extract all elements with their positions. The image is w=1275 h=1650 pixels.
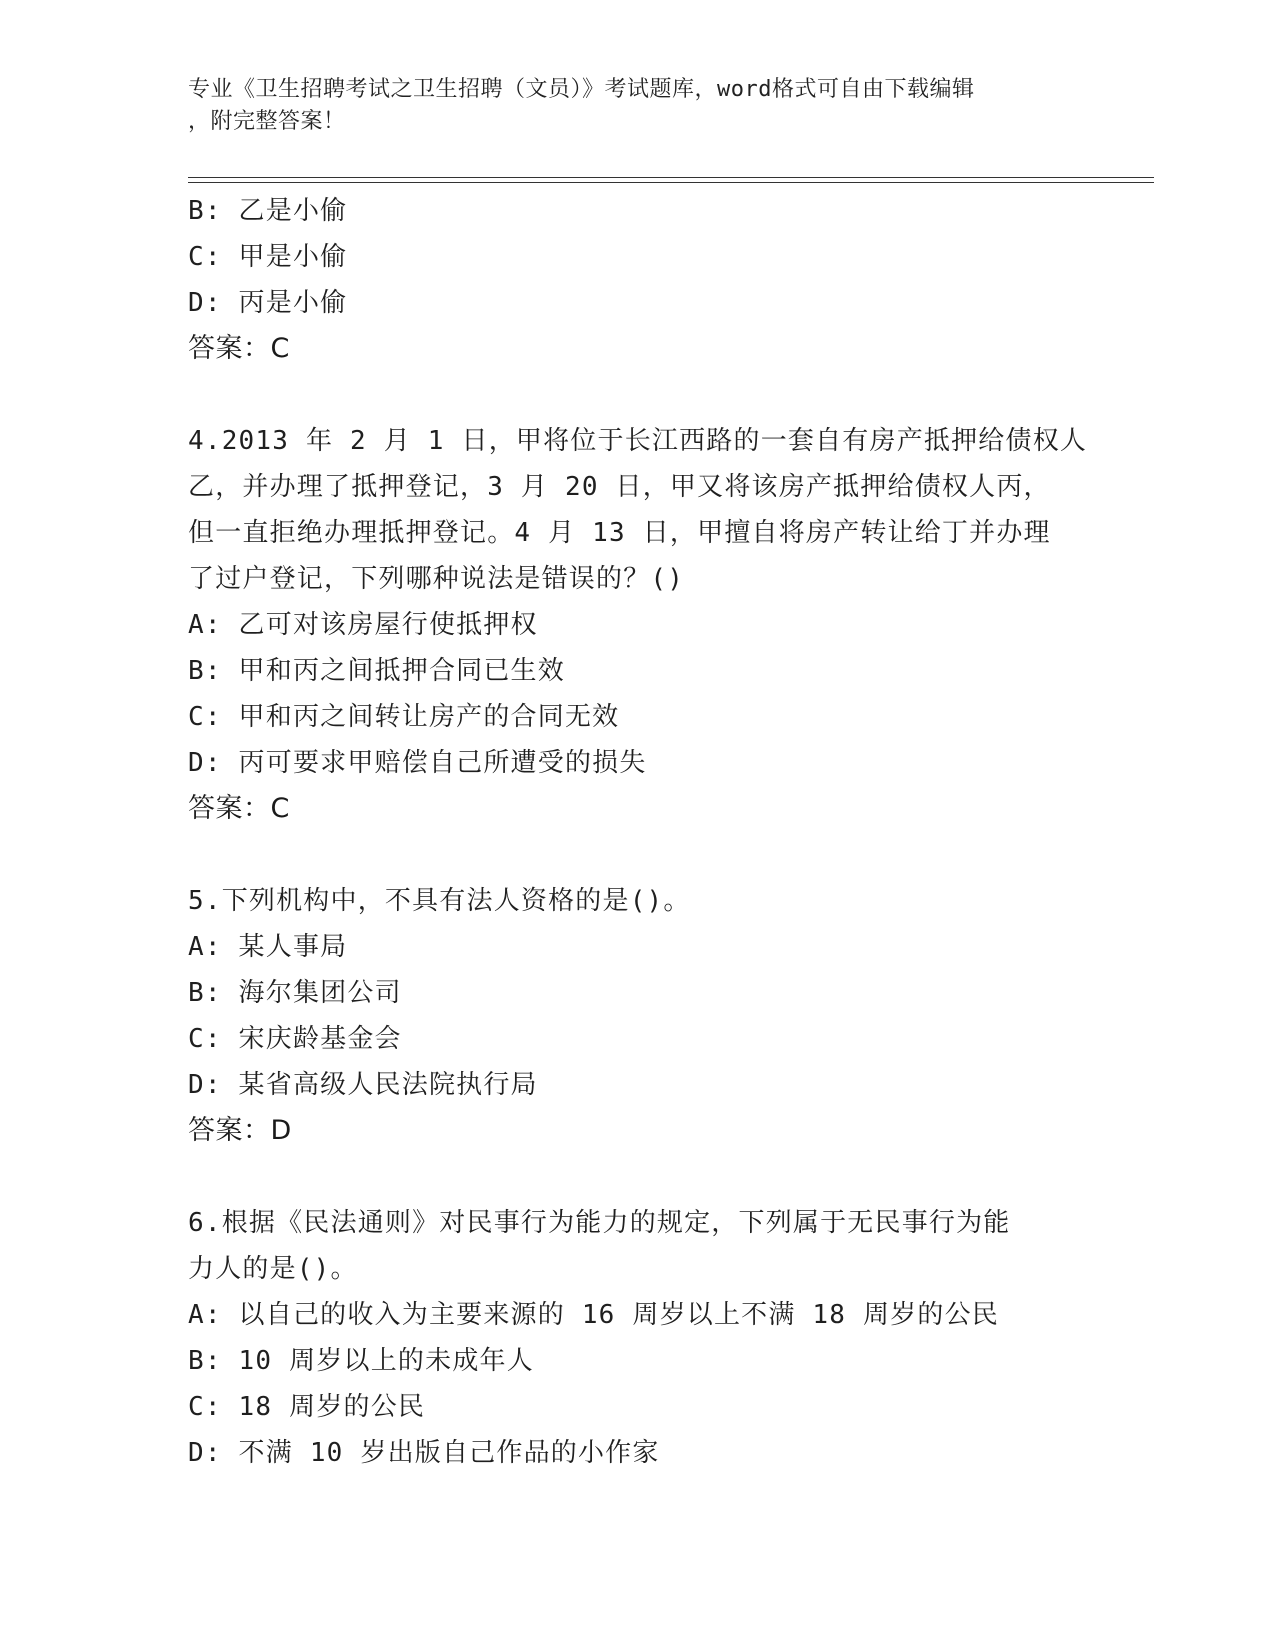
- option-a: A: 以自己的收入为主要来源的 16 周岁以上不满 18 周岁的公民: [188, 1300, 999, 1330]
- spacer: [188, 372, 1088, 418]
- question-5: [188, 878, 1088, 1154]
- option-a: A: 某人事局: [188, 932, 348, 962]
- header-line-1: 专业《卫生招聘考试之卫生招聘（文员）》考试题库，word格式可自由下载编辑: [188, 77, 975, 102]
- header-line-2: ，附完整答案！: [188, 109, 346, 134]
- option-c: C: 18 周岁的公民: [188, 1392, 426, 1422]
- option-d: D: 不满 10 岁出版自己作品的小作家: [188, 1438, 660, 1468]
- question-stem: 6.根据《民法通则》对民事行为能力的规定，下列属于无民事行为能: [188, 1208, 1011, 1238]
- question-stem: 5.下列机构中，不具有法人资格的是()。: [188, 886, 691, 916]
- question-4: [188, 418, 1088, 832]
- option-c: C: 甲是小偷: [188, 242, 348, 272]
- option-d: D: 丙是小偷: [188, 288, 348, 318]
- document-header: [188, 74, 1068, 138]
- question-stem: 4.2013 年 2 月 1 日，甲将位于长江西路的一套自有房产抵押给债权人: [188, 426, 1088, 456]
- option-b: B: 乙是小偷: [188, 196, 348, 226]
- spacer: [188, 1154, 1088, 1200]
- answer: 答案：C: [188, 793, 290, 824]
- answer: 答案：C: [188, 333, 290, 364]
- question-6: [188, 1200, 1088, 1476]
- option-c: C: 甲和丙之间转让房产的合同无效: [188, 702, 620, 732]
- question-stem: 但一直拒绝办理抵押登记。4 月 13 日，甲擅自将房产转让给丁并办理: [188, 518, 1051, 548]
- option-b: B: 10 周岁以上的未成年人: [188, 1346, 534, 1376]
- question-stem: 乙，并办理了抵押登记，3 月 20 日，甲又将该房产抵押给债权人丙，: [188, 472, 1051, 502]
- option-b: B: 海尔集团公司: [188, 978, 402, 1008]
- header-divider-top: [188, 177, 1154, 178]
- option-b: B: 甲和丙之间抵押合同已生效: [188, 656, 565, 686]
- option-d: D: 丙可要求甲赔偿自己所遭受的损失: [188, 748, 647, 778]
- answer: 答案：D: [188, 1115, 292, 1146]
- question-list: [188, 188, 1088, 1476]
- option-c: C: 宋庆龄基金会: [188, 1024, 402, 1054]
- question-stem: 了过户登记，下列哪种说法是错误的？(): [188, 564, 685, 594]
- header-divider-bottom: [188, 182, 1154, 183]
- spacer: [188, 832, 1088, 878]
- option-a: A: 乙可对该房屋行使抵押权: [188, 610, 538, 640]
- option-d: D: 某省高级人民法院执行局: [188, 1070, 538, 1100]
- question-3: [188, 188, 1088, 372]
- question-stem: 力人的是()。: [188, 1254, 358, 1284]
